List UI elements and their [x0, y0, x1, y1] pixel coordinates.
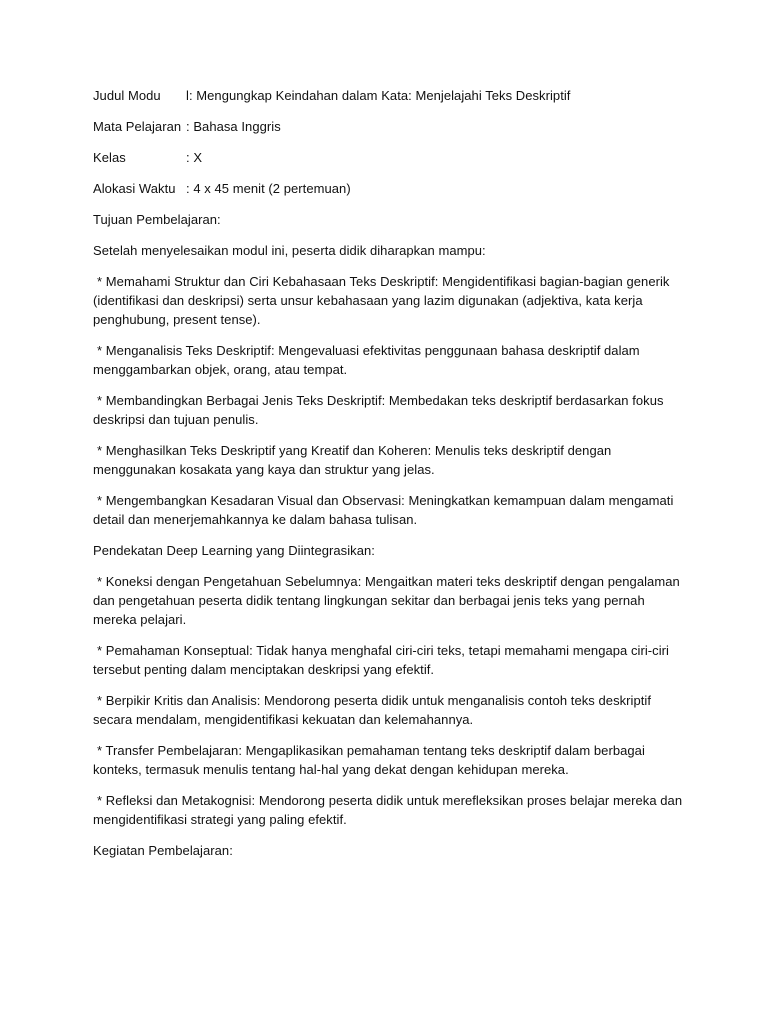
tujuan-item: [93, 391, 683, 429]
alokasi-label: Alokasi Waktu: [93, 181, 176, 196]
kegiatan-heading: Kegiatan Pembelajaran:: [93, 843, 233, 858]
tujuan-item-text: Memahami Struktur dan Ciri Kebahasaan Teks Deskriptif: Mengidentifikasi bagian-bagian generik (identifikasi dan deskripsi) serta unsur kebahasaan yang lazim digunakan (adjektiva, kata kerja penghubung, present tense).: [93, 274, 670, 327]
pendekatan-item: [93, 641, 683, 679]
bullet-marker: *: [97, 393, 103, 408]
mapel-label: Mata Pelajaran: [93, 119, 182, 134]
pendekatan-item-text: Berpikir Kritis dan Analisis: Mendorong peserta didik untuk menganalisis contoh teks deskriptif secara mendalam, mengidentifikasi kekuatan dan kelemahannya.: [93, 693, 652, 727]
tujuan-item: [93, 272, 683, 329]
pendekatan-item: [93, 741, 683, 779]
bullet-marker: *: [97, 493, 103, 508]
pendekatan-item-text: Refleksi dan Metakognisi: Mendorong peserta didik untuk merefleksikan proses belajar mereka dan mengidentifikasi strategi yang paling efektif.: [93, 793, 683, 827]
kelas-value: : X: [186, 150, 203, 165]
tujuan-item: [93, 441, 683, 479]
meta-row-judul: [93, 86, 683, 105]
pendekatan-item: [93, 572, 683, 629]
bullet-marker: *: [97, 343, 103, 358]
bullet-marker: *: [97, 743, 103, 758]
mapel-value: : Bahasa Inggris: [186, 119, 281, 134]
meta-row-kelas: [93, 148, 683, 167]
pendekatan-item: [93, 691, 683, 729]
judul-label: Judul Modu: [93, 88, 161, 103]
pendekatan-item: [93, 791, 683, 829]
bullet-marker: *: [97, 574, 103, 589]
alokasi-value: : 4 x 45 menit (2 pertemuan): [186, 181, 351, 196]
pendekatan-item-text: Koneksi dengan Pengetahuan Sebelumnya: Mengaitkan materi teks deskriptif dengan pengalaman dan pengetahuan peserta didik tentang lingkungan sekitar dan berbagai jenis teks yang pernah mereka pelajari.: [93, 574, 680, 627]
tujuan-item-text: Mengembangkan Kesadaran Visual dan Observasi: Meningkatkan kemampuan dalam mengamati detail dan menerjemahkannya ke dalam bahasa tulisan.: [93, 493, 674, 527]
pendekatan-item-text: Pemahaman Konseptual: Tidak hanya menghafal ciri-ciri teks, tetapi memahami mengapa ciri-ciri tersebut penting dalam menciptakan deskripsi yang efektif.: [93, 643, 669, 677]
judul-value: l: Mengungkap Keindahan dalam Kata: Menjelajahi Teks Deskriptif: [186, 88, 571, 103]
tujuan-intro: Setelah menyelesaikan modul ini, peserta didik diharapkan mampu:: [93, 243, 486, 258]
kelas-label: Kelas: [93, 150, 126, 165]
bullet-marker: *: [97, 643, 103, 658]
meta-row-alokasi: [93, 179, 683, 198]
bullet-marker: *: [97, 274, 103, 289]
document-body: [93, 86, 683, 872]
tujuan-item-text: Menganalisis Teks Deskriptif: Mengevaluasi efektivitas penggunaan bahasa deskriptif dalam menggambarkan objek, orang, atau tempat.: [93, 343, 640, 377]
bullet-marker: *: [97, 443, 103, 458]
tujuan-item: [93, 341, 683, 379]
tujuan-heading: Tujuan Pembelajaran:: [93, 212, 221, 227]
bullet-marker: *: [97, 693, 103, 708]
meta-row-mapel: [93, 117, 683, 136]
pendekatan-item-text: Transfer Pembelajaran: Mengaplikasikan pemahaman tentang teks deskriptif dalam berbagai konteks, termasuk menulis tentang hal-hal yang dekat dengan kehidupan mereka.: [93, 743, 645, 777]
tujuan-item: [93, 491, 683, 529]
tujuan-item-text: Membandingkan Berbagai Jenis Teks Deskriptif: Membedakan teks deskriptif berdasarkan fokus deskripsi dan tujuan penulis.: [93, 393, 664, 427]
pendekatan-heading: Pendekatan Deep Learning yang Diintegrasikan:: [93, 543, 375, 558]
tujuan-item-text: Menghasilkan Teks Deskriptif yang Kreatif dan Koheren: Menulis teks deskriptif dengan menggunakan kosakata yang kaya dan struktur yang jelas.: [93, 443, 612, 477]
bullet-marker: *: [97, 793, 103, 808]
